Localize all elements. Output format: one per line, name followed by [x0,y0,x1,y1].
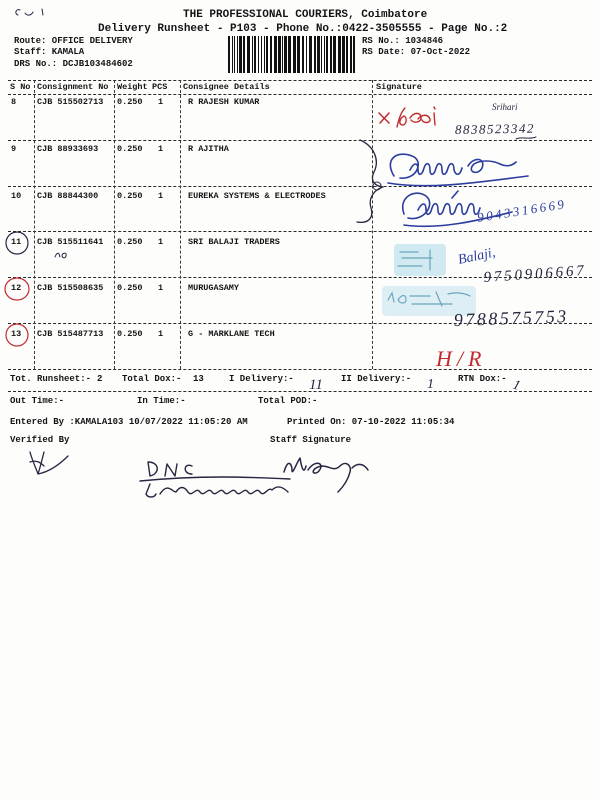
tot-runsheet-label: Tot. Runsheet:- [10,374,92,384]
barcode-bar [278,36,281,73]
row-divider [8,186,592,187]
barcode-bar [321,36,322,73]
row-divider [8,277,592,278]
barcode-bar [234,36,235,73]
in-time-label: In Time:- [137,396,186,406]
row-consignee: MURUGASAMY [188,283,240,293]
barcode-bar [326,36,328,73]
column-divider [34,80,35,369]
row-sno: 9 [11,144,17,154]
barcode-bar [284,36,287,73]
row-weight: 0.250 [117,329,143,339]
row-consignee: R RAJESH KUMAR [188,97,260,107]
barcode-bar [247,36,250,73]
row-weight: 0.250 [117,144,143,154]
barcode-bar [274,36,277,73]
entered-by-line: Entered By :KAMALA103 10/07/2022 11:05:20 AM [10,417,248,427]
row-consignee: EUREKA SYSTEMS & ELECTRODES [188,191,326,201]
row-divider [8,323,592,324]
row-weight: 0.250 [117,283,143,293]
row-weight: 0.250 [117,97,143,107]
corner-scribble [16,9,43,15]
table-bottom-rule [8,369,592,370]
row-sno: 10 [11,191,22,201]
row-divider [8,140,592,141]
header-consignee: Consignee Details [183,82,270,92]
i-delivery-label: I Delivery:- [229,374,294,384]
barcode-bar [309,36,312,73]
header-signature: Signature [376,82,422,92]
column-divider [372,80,373,369]
staff-signature [284,458,368,492]
table-header-rule [8,94,592,95]
row8-name-handwriting: Srihari [492,102,518,112]
rtn-dox-label: RTN Dox:- [458,374,507,384]
barcode-bar [306,36,307,73]
row-sno: 8 [11,97,17,107]
row-sno: 11 [11,237,22,247]
tot-runsheet-value: 2 [97,374,103,384]
barcode-bar [293,36,296,73]
barcode-bar [239,36,242,73]
drs-number-field: DRS No.: DCJB103484602 [14,59,133,69]
barcode-bar [302,36,304,73]
row-pcs: 1 [158,283,164,293]
barcode-bar [350,36,352,73]
row11-phone-handwriting: 9750906667 [483,262,588,286]
row-consignment: CJB 515502713 [37,97,104,107]
column-divider [114,80,115,369]
row13-note-handwriting: H/R [436,346,487,371]
barcode-bar [258,36,259,73]
barcode-bar [330,36,332,73]
verifier-initial-signature [30,452,68,474]
barcode-bar [237,36,238,73]
barcode-bar [254,36,256,73]
row-consignment: CJB 88933693 [37,144,99,154]
table-row [0,238,600,250]
total-dox-label: Total Dox:- [122,374,182,384]
rtn-dox-handwritten-value: 1 [510,377,523,394]
rs-number-field: RS No.: 1034846 [362,36,444,46]
barcode-bar [353,36,355,73]
row12-phone-handwriting: 9788575753 [453,305,570,330]
barcode-bar [266,36,268,73]
barcode-bar [333,36,336,73]
row-consignee: SRI BALAJI TRADERS [188,237,280,247]
barcode-bar [264,36,265,73]
header-consignment: Consignment No [37,82,109,92]
barcode-bar [297,36,300,73]
row-pcs: 1 [158,144,164,154]
row8-underline-squiggle [516,137,536,139]
row8-phone-handwriting: 8838523342 [454,120,536,137]
row-consignee: G - MARKLANE TECH [188,329,275,339]
barcode-bar [261,36,262,73]
total-dox-value: 13 [193,374,204,384]
verifier-signature [140,462,290,497]
document-title: THE PROFESSIONAL COURIERS, Coimbatore [183,9,428,21]
table-row [0,98,600,110]
row11-name-handwriting: Balaji, [456,245,497,268]
staff-signature-label: Staff Signature [270,435,352,445]
runsheet-subtitle: Delivery Runsheet - P103 - Phone No.:0422-3505555 - Page No.:2 [98,23,508,35]
ii-delivery-handwritten-value: 1 [427,377,434,392]
rs-date-field: RS Date: 07-Oct-2022 [362,47,471,57]
row11-small-mark [55,253,66,258]
table-row [0,145,600,157]
staff-field: Staff: KAMALA [14,47,85,57]
row-consignment: CJB 515487713 [37,329,104,339]
i-delivery-handwritten-value: 11 [309,377,323,393]
barcode-bar [288,36,291,73]
row-pcs: 1 [158,329,164,339]
row-consignment: CJB 515511641 [37,237,104,247]
route-field: Route: OFFICE DELIVERY [14,36,133,46]
ii-delivery-label: II Delivery:- [341,374,412,384]
row-weight: 0.250 [117,237,143,247]
barcode-bar [317,36,320,73]
verified-by-label: Verified By [10,435,70,445]
printed-on-line: Printed On: 07-10-2022 11:05:34 [287,417,455,427]
row-pcs: 1 [158,191,164,201]
barcode-bar [338,36,341,73]
table-row [0,330,600,342]
out-time-label: Out Time:- [10,396,65,406]
row10-phone-handwriting: 9043316669 [476,196,568,225]
table-row [0,284,600,296]
barcode-bar [282,36,283,73]
table-row [0,192,600,204]
cross-mark [379,113,389,123]
barcode-bar [314,36,316,73]
row-pcs: 1 [158,97,164,107]
row-pcs: 1 [158,237,164,247]
column-divider [180,80,181,369]
barcode-bar [252,36,253,73]
header-weight: Weight [117,82,148,92]
row-consignment: CJB 515508635 [37,283,104,293]
header-sno: S No [10,82,31,92]
row-divider [8,231,592,232]
barcode-bar [243,36,245,73]
barcode-bar [228,36,230,73]
barcode [228,36,355,73]
row-consignment: CJB 88844300 [37,191,99,201]
barcode-bar [342,36,345,73]
barcode-bar [346,36,348,73]
row-sno: 13 [11,329,22,339]
total-pod-label: Total POD:- [258,396,318,406]
row8-initials-signature [397,107,435,127]
barcode-bar [270,36,272,73]
table-top-rule [8,80,592,81]
row-sno: 12 [11,283,22,293]
barcode-bar [324,36,325,73]
header-pcs: PCS [152,82,168,92]
row11-stamp-marks [398,250,432,270]
footer-rule [8,391,592,392]
row9-signature [388,154,528,185]
row-consignee: R AJITHA [188,144,229,154]
barcode-bar [232,36,233,73]
row-weight: 0.250 [117,191,143,201]
